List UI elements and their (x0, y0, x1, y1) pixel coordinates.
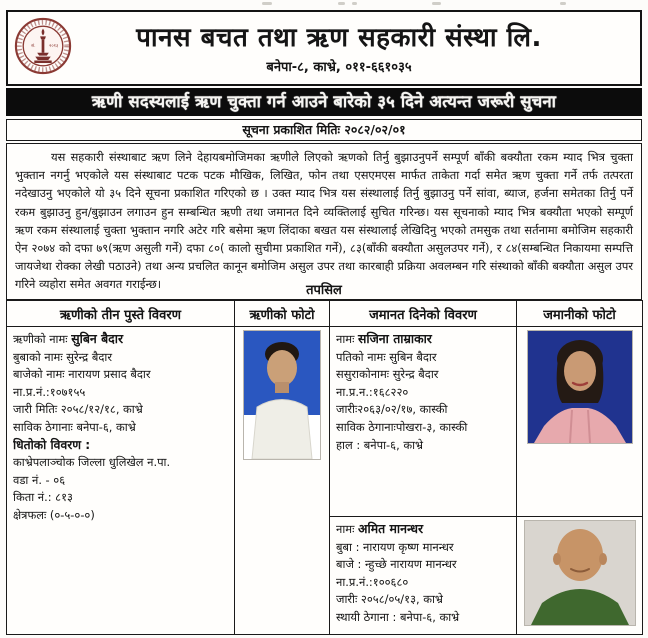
table-row (7, 327, 643, 517)
guarantor-photo (527, 330, 633, 444)
detail-line: ना.प्र.नं.:१००६८० (336, 574, 409, 589)
detail-line: वडा नं. - ०६ (13, 472, 66, 487)
detail-line: ना.प्र.न.:१६८२२० (336, 384, 409, 399)
table-header-row (7, 301, 643, 327)
detail-line: जारी मितिः २०५८/१२/१८, काभ्रे (13, 402, 143, 417)
scan-artifact (262, 2, 272, 5)
detail-line: साविक ठेगानाः बनेपा-६, काभ्रे (13, 419, 136, 434)
guarantor-photo-cell (517, 517, 643, 635)
borrower-name-line (13, 330, 228, 349)
borrower-details-cell (7, 327, 235, 635)
borrower-photo (243, 330, 321, 460)
guarantor-details-cell (330, 327, 517, 517)
svg-text:२०१३: २०१३ (49, 43, 59, 49)
detail-line: ससुराकोनामः सुरेन्द्र बैदार (336, 367, 439, 382)
detail-line: साविक ठेगानाःपोखरा-३, कास्की (336, 419, 468, 434)
guarantor-name-line (336, 330, 510, 349)
detail-line: बाजेको नामः नारायण प्रसाद बैदार (13, 367, 151, 382)
mortgage-label: धितोको विवरण : (13, 437, 91, 452)
col-guarantor-photo: जमानीको फोटो (517, 301, 643, 327)
tapasil-label: तपसिल (306, 283, 342, 298)
detail-line: ना.प्र.नं.:१०७१५५ (13, 384, 86, 399)
detail-line: किता नं.: ८१३ (13, 490, 73, 505)
col-borrower-photo: ऋणीको फोटो (235, 301, 330, 327)
detail-line: क्षेत्रफलः (०-५-०-०) (13, 507, 95, 522)
logo-wrap (8, 17, 78, 79)
detail-line: बुबाको नामः सुरेन्द्र बैदार (13, 349, 112, 364)
notice-paragraph: यस सहकारी संस्थाबाट ऋण लिने देहायबमोजिमका ऋणीले लिएको ऋणको तिर्नु बुझाउनुपर्ने सम्पूर्ण बाँकी बक्यौता रकम म्याद भित्र चुक्ता भुक्तान नगर्नु भएकोले यस संस्थाबाट पटक पटक मौखिक, लिखित, फोन तथा एसएमएस मार्फत ताकेता गर्दा समेत ऋण चुक्ता गर्ने तर्फ तत्परता नदेखाउनु भएकोले यो ३५ दिने सूचना प्रकाशित गरिएको छ । उक्त म्याद भित्र यस संस्थालाई तिर्नु बुझाउनु पर्ने सांवा, ब्याज, हर्जना समेतका तिर्नु पर्ने रकम बुझाउनु हुन/बुझाउन लगाउन हुन सम्बन्धित ऋणी तथा जमानत दिने व्यक्तिलाई सुचित गरिन्छ। यस सूचनाको म्याद भित्र बक्यौता भएको सम्पूर्ण ऋण रकम संस्थालाई चुक्ता भुक्तान नगरि अटेर गरि बसेमा ऋण लिंदाका बखत यस संस्थालाई लेखिदिनु भएको तमसुक तथा सर्तनामा बमोजिम सहकारी ऐन २०७४ को दफा ७९(ऋण असुली गर्ने) दफा ८०( कालो सुचीमा प्रकाशित गर्ने), ८३(बाँकी बक्यौता असुलउपर गर्ने), र ८४(सम्बन्धित निकायमा सम्पत्ति जायजेथा रोक्का लेखी पठाउने) तथा अन्य प्रचलित कानून बमोजिम असुल उपर तथा कारबाही प्रक्रिया अवलम्बन गरि संस्थाको बाँकी बक्यौता असुल उपर गरिने व्यहोरा समेत अवगत गराईन्छ। (15, 150, 633, 292)
cooperative-seal-icon (14, 17, 72, 79)
scan-artifact (432, 2, 441, 5)
guarantor-details-cell (330, 517, 517, 635)
scan-artifact (352, 2, 357, 5)
detail-line: जारीः२०६३/०२/१७, कास्की (336, 402, 448, 417)
detail-line: स्थायी ठेगाना : बनेपा-६, काभ्रे (336, 609, 460, 624)
scan-artifact (560, 2, 566, 5)
guarantor-name: अमित मानन्धर (358, 521, 424, 536)
scan-artifact (338, 2, 345, 5)
borrowers-table (6, 300, 643, 635)
field-label: नामः (336, 332, 355, 346)
notice-headline: ऋणी सदस्यलाई ऋण चुक्ता गर्न आउने बारेको ३५ दिने अत्यन्त जरूरी सुचना (6, 88, 642, 116)
svg-text:सं.: सं. (31, 43, 36, 49)
header (6, 10, 642, 86)
guarantor-name-line (336, 520, 510, 539)
col-borrower-details: ऋणीको तीन पुस्ते विवरण (7, 301, 235, 327)
borrower-photo-cell (235, 327, 330, 635)
guarantor-photo-cell (517, 327, 643, 517)
guarantor-name: सजिना ताम्राकार (358, 331, 432, 346)
col-guarantor-details: जमानत दिनेको विवरण (330, 301, 517, 327)
header-text (78, 22, 640, 75)
field-label: ऋणीको नामः (13, 332, 68, 346)
notice-body (6, 143, 642, 300)
detail-line: बुबा : नारायण कृष्ण मानन्धर (336, 539, 454, 554)
borrower-name: सुबिन बैदार (71, 331, 124, 346)
field-label: नामः (336, 522, 355, 536)
detail-line: हाल : बनेपा-६, काभ्रे (336, 437, 424, 452)
detail-line: जारीः २०५८/०५/१३, काभ्रे (336, 592, 443, 607)
detail-line: बाजे : न्हुच्छे नारायण मानन्धर (336, 557, 457, 572)
org-name: पानस बचत तथा ऋण सहकारी संस्था लि. (136, 22, 542, 53)
detail-line: काभ्रेपलाञ्चोक जिल्ला धुलिखेल न.पा. (13, 455, 171, 470)
detail-line: पतिको नामः सुबिन बैदार (336, 349, 437, 364)
org-address-phone: बनेपा-८, काभ्रे, ०११-६६१०३५ (266, 59, 412, 75)
published-date: सूचना प्रकाशित मितिः २०८२/०२/०१ (6, 119, 642, 141)
guarantor-photo (524, 520, 636, 626)
